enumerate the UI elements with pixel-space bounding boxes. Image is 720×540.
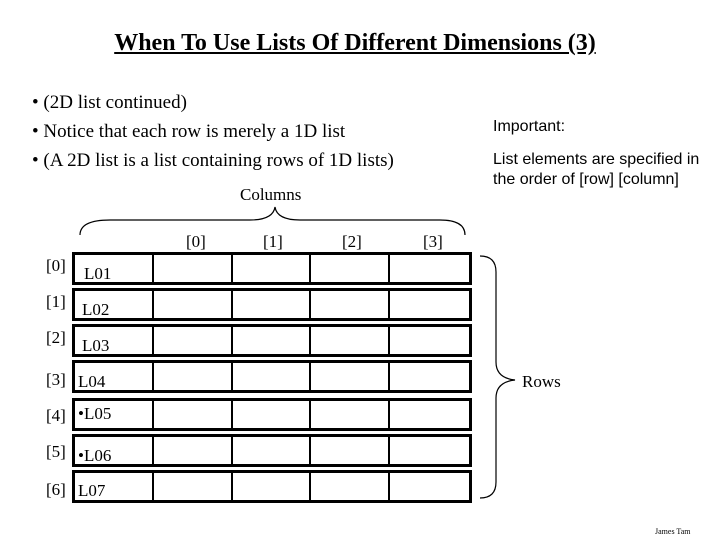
grid-cell <box>390 291 469 318</box>
grid-cell <box>311 437 390 464</box>
grid-row <box>72 288 472 321</box>
grid-cell <box>390 327 469 354</box>
grid-cell <box>311 473 390 500</box>
grid-cell <box>390 473 469 500</box>
bullet-item: • (A 2D list is a list containing rows of 1D lists) <box>32 150 394 171</box>
grid-cell <box>154 291 233 318</box>
grid-cell <box>311 363 390 390</box>
footer-author: James Tam <box>655 527 691 536</box>
columns-label: Columns <box>240 185 302 204</box>
grid-cell <box>233 437 312 464</box>
grid-cell <box>233 327 312 354</box>
columns-brace <box>80 207 465 235</box>
rows-brace <box>480 256 515 498</box>
bullet-item: • (2D list continued) <box>32 92 187 113</box>
note-body: List elements are specified in the order of [row] [column] <box>493 151 700 188</box>
slide-title: When To Use Lists Of Different Dimensions (3) <box>114 30 596 56</box>
row-list-label: L03 <box>82 336 110 355</box>
grid-row <box>72 470 472 503</box>
grid-cell <box>390 401 469 428</box>
grid-row <box>72 252 472 285</box>
grid-row <box>72 360 472 393</box>
grid-row <box>72 434 472 467</box>
grid-cell <box>390 437 469 464</box>
row-list-label: L07 <box>78 481 106 500</box>
row-list-label: •L06 <box>78 446 112 465</box>
row-index: [0] <box>46 256 66 275</box>
grid-cell <box>233 363 312 390</box>
grid-cell <box>154 437 233 464</box>
column-header: [3] <box>423 232 443 251</box>
grid-cell <box>390 363 469 390</box>
grid-cell <box>154 473 233 500</box>
rows-label: Rows <box>522 372 561 391</box>
grid-cell <box>311 255 390 282</box>
bullet-item: • Notice that each row is merely a 1D list <box>32 121 346 142</box>
grid-cell <box>390 255 469 282</box>
row-index: [2] <box>46 328 66 347</box>
row-list-label: L02 <box>82 300 110 319</box>
column-header: [2] <box>342 232 362 251</box>
list-grid <box>72 252 472 504</box>
grid-row <box>72 324 472 357</box>
grid-cell <box>233 255 312 282</box>
grid-cell <box>233 473 312 500</box>
grid-row <box>72 398 472 431</box>
grid-cell <box>233 291 312 318</box>
row-list-label: L01 <box>84 264 112 283</box>
row-index: [3] <box>46 370 66 389</box>
row-list-label: L04 <box>78 372 106 391</box>
grid-cell <box>311 327 390 354</box>
note-heading: Important: <box>493 118 566 135</box>
row-index: [4] <box>46 406 66 425</box>
row-index: [5] <box>46 442 66 461</box>
grid-cell <box>154 327 233 354</box>
grid-cell <box>154 255 233 282</box>
grid-cell <box>154 363 233 390</box>
grid-cell <box>233 401 312 428</box>
grid-cell <box>154 401 233 428</box>
grid-cell <box>311 401 390 428</box>
row-index: [6] <box>46 480 66 499</box>
column-header: [1] <box>263 232 283 251</box>
grid-cell <box>311 291 390 318</box>
row-index: [1] <box>46 292 66 311</box>
row-list-label: •L05 <box>78 404 112 423</box>
column-header: [0] <box>186 232 206 251</box>
